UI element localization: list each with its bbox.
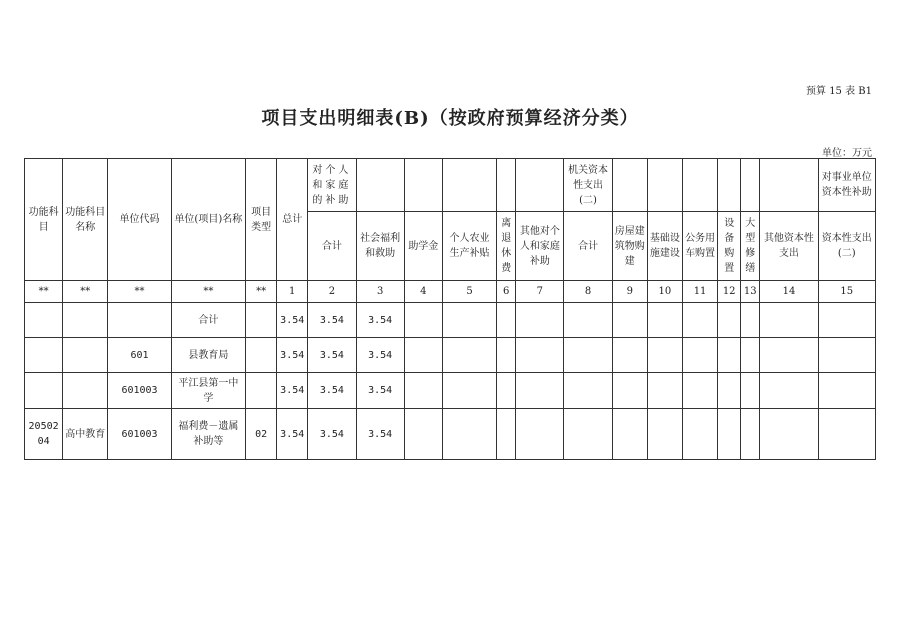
index-cell: 13 bbox=[741, 281, 760, 303]
table-row bbox=[25, 338, 876, 373]
index-cell: 9 bbox=[612, 281, 647, 303]
unit-label: 单位：万元 bbox=[822, 148, 872, 159]
index-cell: 10 bbox=[647, 281, 682, 303]
cell-empty bbox=[442, 303, 496, 338]
index-cell: 8 bbox=[564, 281, 612, 303]
header-equipment: 设备购置 bbox=[718, 212, 741, 281]
index-cell: ** bbox=[246, 281, 277, 303]
cell-empty bbox=[612, 409, 647, 460]
cell-empty bbox=[818, 373, 875, 409]
header-infrastructure: 基础设施建设 bbox=[647, 212, 682, 281]
cell-empty bbox=[647, 338, 682, 373]
cell-func-subject bbox=[25, 338, 63, 373]
cell-empty bbox=[516, 338, 564, 373]
table-row bbox=[25, 409, 876, 460]
index-cell: 12 bbox=[718, 281, 741, 303]
header-repair: 大型修缮 bbox=[741, 212, 760, 281]
cell-unit-name: 平江县第一中学 bbox=[171, 373, 245, 409]
header-empty bbox=[760, 159, 818, 212]
cell-func-name: 高中教育 bbox=[63, 409, 108, 460]
cell-empty bbox=[741, 303, 760, 338]
cell-total: 3.54 bbox=[277, 409, 308, 460]
header-scholarship: 助学金 bbox=[404, 212, 442, 281]
header-group-enterprise: 对事业单位资本性补助 bbox=[818, 159, 875, 212]
header-group-capital: 机关资本性支出(二) bbox=[564, 159, 612, 212]
cell-empty bbox=[682, 373, 717, 409]
header-other-personal: 其他对个人和家庭补助 bbox=[516, 212, 564, 281]
cell-project-type: 02 bbox=[246, 409, 277, 460]
header-total: 总计 bbox=[277, 159, 308, 281]
header-vehicle: 公务用车购置 bbox=[682, 212, 717, 281]
cell-empty bbox=[647, 373, 682, 409]
cell-subtotal-personal: 3.54 bbox=[308, 303, 356, 338]
index-cell: 15 bbox=[818, 281, 875, 303]
header-empty bbox=[741, 159, 760, 212]
cell-empty bbox=[516, 373, 564, 409]
cell-func-subject bbox=[25, 303, 63, 338]
header-building: 房屋建筑物购建 bbox=[612, 212, 647, 281]
header-social-welfare: 社会福利和救助 bbox=[356, 212, 404, 281]
header-group-personal: 对个人和家庭的补助 bbox=[308, 159, 356, 212]
cell-unit-code: 601003 bbox=[108, 409, 171, 460]
header-empty bbox=[612, 159, 647, 212]
cell-empty bbox=[497, 409, 516, 460]
cell-empty bbox=[682, 338, 717, 373]
header-empty bbox=[356, 159, 404, 212]
cell-empty bbox=[564, 373, 612, 409]
index-cell: 1 bbox=[277, 281, 308, 303]
page-title: 项目支出明细表(B)（按政府预算经济分类） bbox=[261, 108, 639, 129]
cell-func-name bbox=[63, 303, 108, 338]
header-subtotal-capital: 合计 bbox=[564, 212, 612, 281]
cell-empty bbox=[718, 303, 741, 338]
cell-unit-name: 合计 bbox=[171, 303, 245, 338]
cell-empty bbox=[516, 303, 564, 338]
header-retirement: 离退休费 bbox=[497, 212, 516, 281]
cell-empty bbox=[442, 409, 496, 460]
table-code: 预算 15 表 B1 bbox=[806, 86, 872, 97]
cell-empty bbox=[682, 303, 717, 338]
cell-func-subject bbox=[25, 373, 63, 409]
cell-social-welfare: 3.54 bbox=[356, 409, 404, 460]
cell-total: 3.54 bbox=[277, 303, 308, 338]
cell-empty bbox=[718, 373, 741, 409]
index-cell: ** bbox=[63, 281, 108, 303]
cell-empty bbox=[647, 303, 682, 338]
cell-empty bbox=[760, 409, 818, 460]
cell-subtotal-personal: 3.54 bbox=[308, 338, 356, 373]
cell-unit-code: 601 bbox=[108, 338, 171, 373]
cell-empty bbox=[564, 409, 612, 460]
cell-empty bbox=[818, 409, 875, 460]
cell-empty bbox=[564, 303, 612, 338]
header-project-type: 项目类型 bbox=[246, 159, 277, 281]
header-row-1 bbox=[25, 159, 876, 212]
cell-unit-name: 县教育局 bbox=[171, 338, 245, 373]
cell-empty bbox=[718, 338, 741, 373]
cell-empty bbox=[682, 409, 717, 460]
cell-total: 3.54 bbox=[277, 338, 308, 373]
cell-empty bbox=[404, 373, 442, 409]
cell-empty bbox=[612, 338, 647, 373]
cell-empty bbox=[612, 303, 647, 338]
cell-empty bbox=[516, 409, 564, 460]
cell-empty bbox=[612, 373, 647, 409]
cell-func-subject: 2050204 bbox=[25, 409, 63, 460]
header-farm-subsidy: 个人农业生产补贴 bbox=[442, 212, 496, 281]
cell-unit-code: 601003 bbox=[108, 373, 171, 409]
header-other-capital: 其他资本性支出 bbox=[760, 212, 818, 281]
cell-social-welfare: 3.54 bbox=[356, 303, 404, 338]
cell-empty bbox=[404, 409, 442, 460]
cell-empty bbox=[404, 338, 442, 373]
cell-empty bbox=[442, 373, 496, 409]
cell-total: 3.54 bbox=[277, 373, 308, 409]
header-empty bbox=[497, 159, 516, 212]
index-cell: ** bbox=[25, 281, 63, 303]
index-cell: ** bbox=[108, 281, 171, 303]
cell-empty bbox=[818, 338, 875, 373]
header-empty bbox=[516, 159, 564, 212]
cell-project-type bbox=[246, 303, 277, 338]
header-capital-expense-2: 资本性支出(二) bbox=[818, 212, 875, 281]
index-cell: 2 bbox=[308, 281, 356, 303]
cell-empty bbox=[818, 303, 875, 338]
header-func-name: 功能科目名称 bbox=[63, 159, 108, 281]
cell-subtotal-personal: 3.54 bbox=[308, 409, 356, 460]
index-cell: 3 bbox=[356, 281, 404, 303]
header-subtotal-personal: 合计 bbox=[308, 212, 356, 281]
header-unit-code: 单位代码 bbox=[108, 159, 171, 281]
project-expenditure-table bbox=[24, 158, 876, 460]
header-empty bbox=[442, 159, 496, 212]
cell-social-welfare: 3.54 bbox=[356, 338, 404, 373]
cell-empty bbox=[760, 303, 818, 338]
header-empty bbox=[647, 159, 682, 212]
header-empty bbox=[404, 159, 442, 212]
cell-empty bbox=[718, 409, 741, 460]
header-empty bbox=[718, 159, 741, 212]
cell-empty bbox=[497, 303, 516, 338]
header-empty bbox=[682, 159, 717, 212]
cell-project-type bbox=[246, 373, 277, 409]
cell-empty bbox=[404, 303, 442, 338]
cell-unit-name: 福利费－遗属补助等 bbox=[171, 409, 245, 460]
cell-social-welfare: 3.54 bbox=[356, 373, 404, 409]
index-cell: 5 bbox=[442, 281, 496, 303]
cell-empty bbox=[741, 373, 760, 409]
header-func-subject: 功能科目 bbox=[25, 159, 63, 281]
cell-empty bbox=[760, 338, 818, 373]
cell-empty bbox=[741, 338, 760, 373]
cell-empty bbox=[741, 409, 760, 460]
cell-unit-code bbox=[108, 303, 171, 338]
index-cell: ** bbox=[171, 281, 245, 303]
index-cell: 11 bbox=[682, 281, 717, 303]
cell-empty bbox=[442, 338, 496, 373]
cell-subtotal-personal: 3.54 bbox=[308, 373, 356, 409]
cell-empty bbox=[647, 409, 682, 460]
cell-func-name bbox=[63, 338, 108, 373]
cell-func-name bbox=[63, 373, 108, 409]
cell-empty bbox=[497, 373, 516, 409]
cell-project-type bbox=[246, 338, 277, 373]
index-cell: 7 bbox=[516, 281, 564, 303]
index-cell: 4 bbox=[404, 281, 442, 303]
table-row bbox=[25, 303, 876, 338]
index-cell: 14 bbox=[760, 281, 818, 303]
header-unit-name: 单位(项目)名称 bbox=[171, 159, 245, 281]
index-cell: 6 bbox=[497, 281, 516, 303]
cell-empty bbox=[760, 373, 818, 409]
cell-empty bbox=[497, 338, 516, 373]
cell-empty bbox=[564, 338, 612, 373]
table-row bbox=[25, 373, 876, 409]
index-row bbox=[25, 281, 876, 303]
